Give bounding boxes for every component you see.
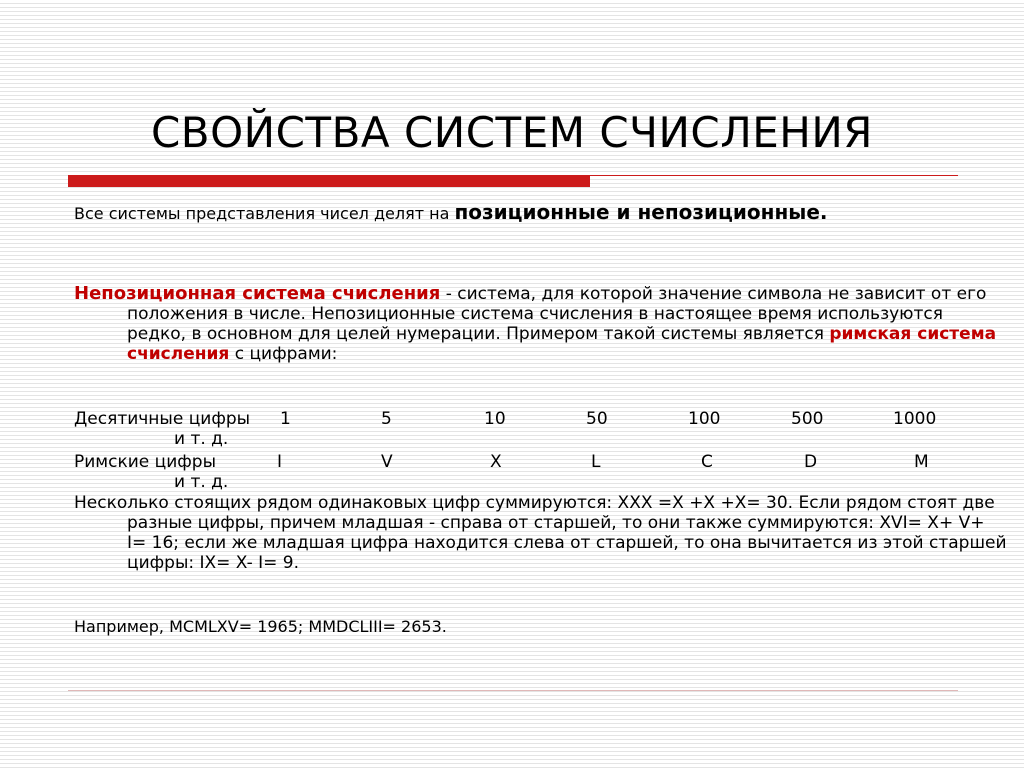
roman-system-highlight: римская система счисления xyxy=(127,324,997,364)
title-underline-thick xyxy=(68,175,590,187)
bottom-divider xyxy=(68,690,958,691)
roman-row-label: Римские цифры xyxy=(74,452,217,472)
title-underline-thin xyxy=(590,175,958,176)
roman-digit: M xyxy=(914,452,929,472)
definition-text-end: с цифрами: xyxy=(229,344,338,364)
decimal-digit: 1000 xyxy=(893,409,937,429)
decimal-digit: 50 xyxy=(586,409,608,429)
intro-paragraph xyxy=(74,202,1007,224)
roman-digit: L xyxy=(591,452,601,472)
intro-text: Все системы представления чисел делят на xyxy=(74,204,455,223)
decimal-digit: 5 xyxy=(381,409,392,429)
definition-term: Непозиционная система счисления xyxy=(74,283,441,304)
decimal-digit: 100 xyxy=(688,409,721,429)
decimal-digit: 10 xyxy=(484,409,506,429)
roman-digit: C xyxy=(701,452,713,472)
roman-digit: X xyxy=(490,452,502,472)
intro-emphasis: позиционные и непозиционные. xyxy=(454,200,828,224)
roman-etc: и т. д. xyxy=(174,472,229,492)
decimal-etc: и т. д. xyxy=(174,429,229,449)
definition-text: - система, для которой значение символа не зависит от его положения в числе. Непозиционные система счисления в настоящее время используются редко, в основном для целей нумерации. Примером такой системы является xyxy=(127,284,987,344)
slide-title: СВОЙСТВА СИСТЕМ СЧИСЛЕНИЯ xyxy=(150,108,873,157)
example-paragraph: Например, MCMLXV= 1965; MMDCLIII= 2653. xyxy=(74,617,447,636)
definition-paragraph xyxy=(74,284,1007,364)
decimal-row-label: Десятичные цифры xyxy=(74,409,251,429)
roman-digit: V xyxy=(381,452,393,472)
roman-digit: D xyxy=(804,452,818,472)
rules-paragraph: Несколько стоящих рядом одинаковых цифр суммируются: XXX =X +X +X= 30. Если рядом стоят две разные цифры, причем младшая - справа от старшей, то они также суммируются: XVI= X+ V+ I= 16; если же младшая цифра находится слева от старшей, то она вычитается из этой старшей цифры: IX= X- I= 9. xyxy=(74,493,1007,573)
decimal-digit: 500 xyxy=(791,409,824,429)
decimal-digit: 1 xyxy=(280,409,291,429)
roman-digit: I xyxy=(277,452,283,472)
